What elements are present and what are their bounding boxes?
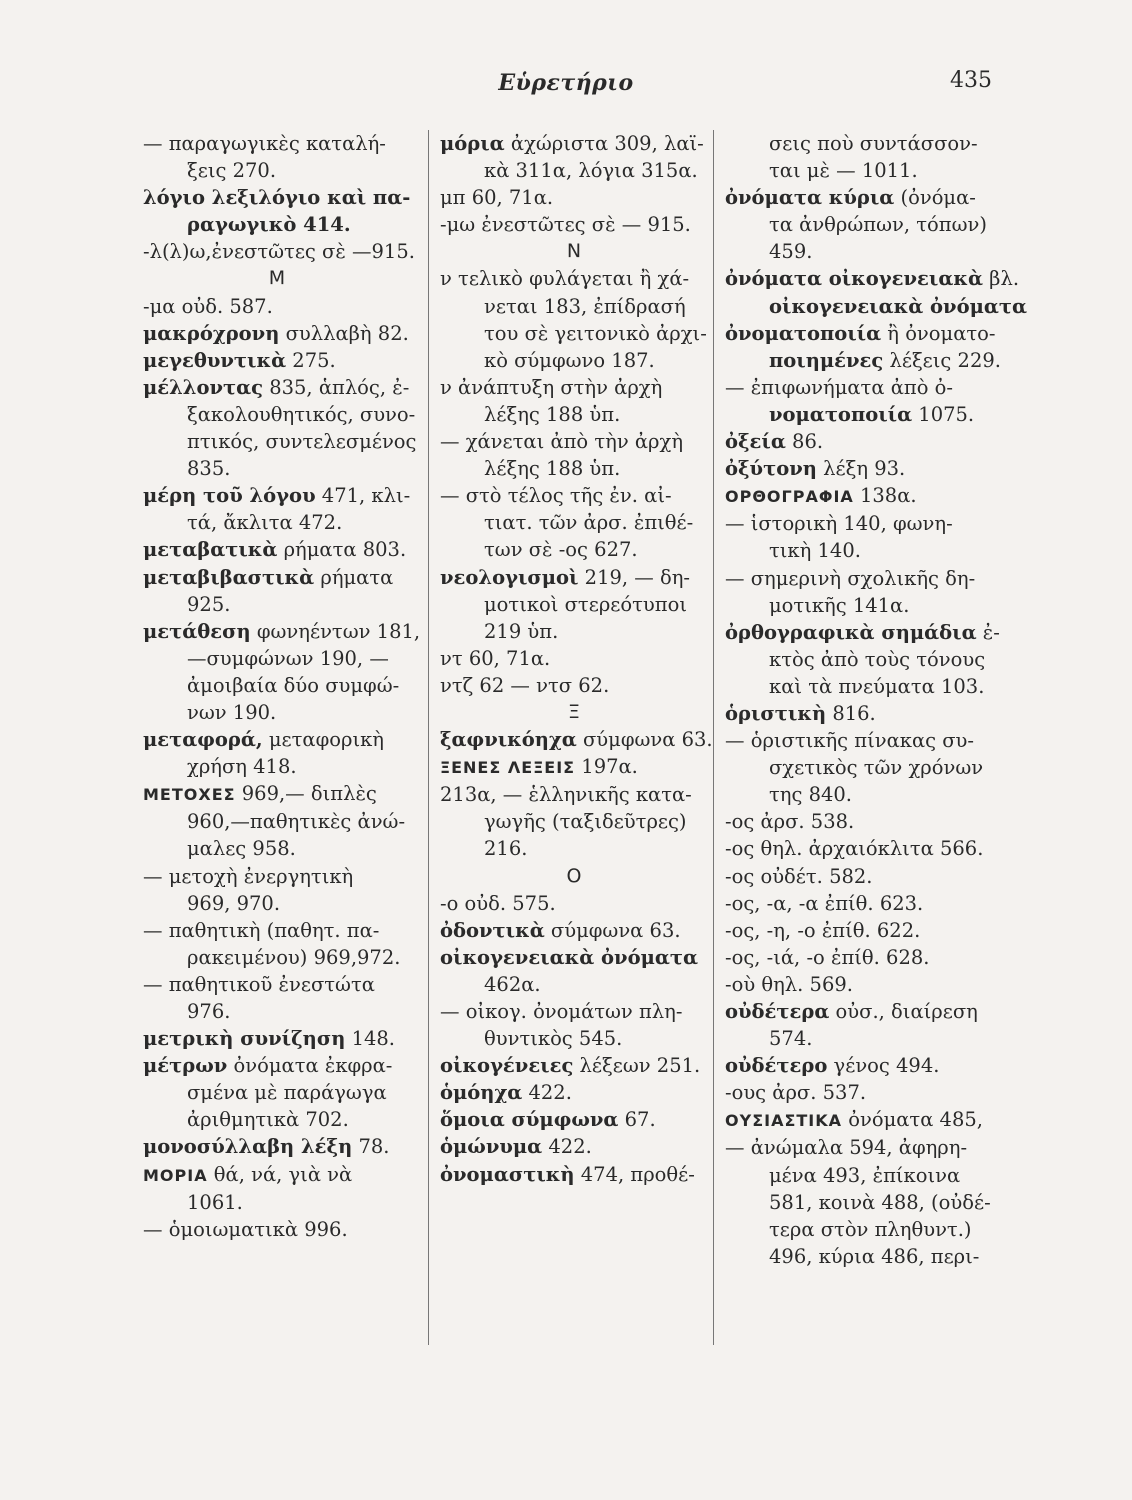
index-entry-line: — ὁμοιωματικὰ 996. — [143, 1217, 348, 1241]
index-entry-line: ν ἀνάπτυξη στὴν ἀρχὴ — [440, 375, 663, 399]
index-entry-line: — παθητικὴ (παθητ. πα- — [143, 918, 380, 942]
index-entry-line: ντ 60, 71α. — [440, 646, 551, 670]
index-entry-line: — ἐπιφωνήματα ἀπὸ ὀ- — [725, 375, 953, 399]
index-entry-line: ὀνοματοποιία ἢ ὀνοματο- — [725, 321, 996, 345]
index-entry-line: — ἀνώμαλα 594, ἀφηρη- — [725, 1136, 968, 1160]
index-entry-line: — παθητικοῦ ἐνεστώτα — [143, 972, 375, 996]
index-entry-line: μεγεθυντικὰ 275. — [143, 348, 336, 372]
section-letter: Μ — [268, 267, 286, 290]
index-entry-line: λόγιο λεξιλόγιο καὶ πα- — [143, 186, 411, 210]
section-letter: Ξ — [567, 700, 580, 723]
index-entry-line: ΟΥΣΙΑΣΤΙΚΑ ὀνόματα 485, — [725, 1108, 983, 1132]
index-entry-line: κτὸς ἀπὸ τοὺς τόνους — [769, 647, 986, 671]
index-entry-line: λέξης 188 ὑπ. — [484, 402, 621, 426]
index-entry-line: — ἱστορικὴ 140, φωνη- — [725, 512, 953, 536]
index-entry-line: 459. — [769, 240, 813, 264]
index-entry-line: 462α. — [484, 972, 541, 996]
index-entry-line: ρακειμένου) 969,972. — [187, 945, 401, 969]
index-entry-line: 1061. — [187, 1190, 243, 1214]
index-entry-line: 960,—παθητικὲς ἀνώ- — [187, 810, 406, 834]
index-entry-line: -οὺ θηλ. 569. — [725, 972, 853, 996]
index-entry-line: -ο οὐδ. 575. — [440, 891, 556, 915]
index-entry-line: μεταβιβαστικὰ ρήματα — [143, 565, 394, 589]
index-entry-line: λέξης 188 ὑπ. — [484, 457, 621, 481]
section-letter: Ο — [566, 864, 582, 887]
index-entry-line: καὶ τὰ πνεύματα 103. — [769, 674, 985, 698]
index-entry-line: κὸ σύμφωνο 187. — [484, 348, 655, 372]
index-entry-line: ὀρθογραφικὰ σημάδια ἐ- — [725, 620, 1000, 644]
index-entry-line: ΟΡΘΟΓΡΑΦΙΑ 138α. — [725, 484, 917, 508]
index-entry-line: θυντικὸς 545. — [484, 1027, 623, 1051]
index-entry-line: του σὲ γειτονικὸ ἀρχι- — [484, 321, 707, 345]
index-entry-line: πτικός, συντελεσμένος — [187, 430, 417, 454]
index-entry-line: — σημερινὴ σχολικῆς δη- — [725, 566, 976, 590]
index-entry-line: γωγῆς (ταξιδεῦτρες) — [484, 810, 687, 834]
index-entry-line: μένα 493, ἐπίκοινα — [769, 1163, 961, 1187]
index-entry-line: 213α, — ἑλληνικῆς κατα- — [440, 783, 692, 807]
index-entry-line: — ὁριστικῆς πίνακας συ- — [725, 729, 974, 753]
index-entry-line: -ους ἀρσ. 537. — [725, 1081, 867, 1105]
index-entry-line: ὀξύτονη λέξη 93. — [725, 457, 906, 481]
index-entry-line: ὀνόματα οἰκογενειακὰ βλ. — [725, 267, 1020, 291]
index-entry-line: -ος, -η, -ο ἐπίθ. 622. — [725, 918, 921, 942]
index-entry-line: -μα οὐδ. 587. — [143, 294, 273, 318]
index-entry-line: οἰκογενειακὰ ὀνόματα — [440, 945, 698, 969]
index-entry-line: μαλες 958. — [187, 837, 296, 861]
index-entry-line: τά, ἄκλιτα 472. — [187, 511, 343, 535]
index-entry-line: 969, 970. — [187, 891, 281, 915]
index-entry-line: τικὴ 140. — [769, 539, 861, 563]
index-entry-line: —συμφώνων 190, — — [187, 646, 389, 670]
index-entry-line: οἰκογενειακὰ ὀνόματα — [769, 294, 1027, 318]
page-title: Εὑρετήριο — [498, 70, 634, 96]
index-entry-line: 496, κύρια 486, περι- — [769, 1244, 980, 1268]
index-entry-line: μέτρων ὀνόματα ἐκφρα- — [143, 1054, 393, 1078]
index-entry-line: -ος, -α, -α ἐπίθ. 623. — [725, 891, 924, 915]
index-entry-line: — χάνεται ἀπὸ τὴν ἀρχὴ — [440, 430, 684, 454]
index-entry-line: -μω ἐνεστῶτες σὲ — 915. — [440, 213, 691, 237]
section-letter: Ν — [566, 240, 582, 263]
index-entry-line: — στὸ τέλος τῆς ἐν. αἰ- — [440, 484, 672, 508]
index-entry-line: — παραγωγικὲς καταλή- — [143, 132, 386, 155]
index-entry-line: οὐδέτερα οὐσ., διαίρεση — [725, 1000, 978, 1023]
column-rule-2 — [713, 130, 714, 1345]
index-column-3 — [725, 130, 1027, 1270]
index-entry-line: ται μὲ — 1011. — [769, 159, 918, 183]
index-entry-line: μεταβατικὰ ρήματα 803. — [143, 538, 407, 562]
index-entry-line: ὁμώνυμα 422. — [440, 1135, 592, 1159]
index-entry-line: μέρη τοῦ λόγου 471, κλι- — [143, 484, 411, 508]
index-entry-line: 976. — [187, 1000, 231, 1023]
index-column-2 — [440, 130, 713, 1188]
index-entry-line: ὁμόηχα 422. — [440, 1081, 572, 1105]
index-entry-line: μόρια ἀχώριστα 309, λαϊ- — [440, 132, 704, 155]
index-entry-line: οἰκογένειες λέξεων 251. — [440, 1054, 701, 1078]
index-entry-line: 574. — [769, 1027, 813, 1051]
index-entry-line: των σὲ -ος 627. — [484, 538, 638, 562]
index-entry-line: ν τελικὸ φυλάγεται ἢ χά- — [440, 267, 690, 291]
index-entry-line: ἀριθμητικὰ 702. — [187, 1108, 349, 1132]
index-entry-line: ΞΕΝΕΣ ΛΕΞΕΙΣ 197α. — [440, 755, 638, 779]
index-entry-line: νοματοποιία 1075. — [769, 402, 975, 426]
index-entry-line: ξεις 270. — [187, 159, 277, 183]
index-entry-line: ξακολουθητικός, συνο- — [187, 402, 416, 426]
index-entry-line: ποιημένες λέξεις 229. — [769, 348, 1001, 372]
index-entry-line: σμένα μὲ παράγωγα — [187, 1081, 387, 1105]
index-entry-line: ντζ 62 — ντσ 62. — [440, 673, 610, 697]
index-entry-line: μετάθεση φωνηέντων 181, — [143, 619, 421, 643]
index-entry-line: σχετικὸς τῶν χρόνων — [769, 756, 984, 780]
index-entry-line: — μετοχὴ ἐνεργητικὴ — [143, 864, 354, 888]
index-entry-line: νεολογισμοὶ 219, — δη- — [440, 565, 691, 589]
index-entry-line: της 840. — [769, 783, 853, 807]
index-entry-line: ὀνόματα κύρια (ὀνόμα- — [725, 186, 976, 210]
index-entry-line: μέλλοντας 835, ἁπλός, ἐ- — [143, 375, 410, 399]
index-entry-line: νεται 183, ἐπίδρασή — [484, 294, 686, 318]
index-entry-line: οὐδέτερο γένος 494. — [725, 1054, 940, 1078]
index-entry-line: σεις ποὺ συντάσσον- — [769, 132, 978, 155]
index-entry-line: ὅμοια σύμφωνα 67. — [440, 1108, 656, 1132]
index-entry-line: χρήση 418. — [187, 755, 297, 779]
index-entry-line: μοτικῆς 141α. — [769, 593, 910, 617]
index-entry-line: ΜΕΤΟΧΕΣ 969,— διπλὲς — [143, 782, 377, 806]
index-entry-line: 835. — [187, 457, 231, 481]
index-entry-line: 219 ὑπ. — [484, 619, 559, 643]
index-entry-line: μεταφορά, μεταφορικὴ — [143, 728, 384, 752]
index-entry-line: — οἰκογ. ὀνομάτων πλη- — [440, 1000, 683, 1023]
index-entry-line: -ος, -ιά, -ο ἐπίθ. 628. — [725, 945, 930, 969]
index-entry-line: νων 190. — [187, 700, 277, 724]
index-entry-line: τα ἀνθρώπων, τόπων) — [769, 213, 987, 237]
index-entry-line: μετρικὴ συνίζηση 148. — [143, 1027, 396, 1051]
index-entry-line: τερα στὸν πληθυντ.) — [769, 1217, 972, 1241]
index-entry-line: 216. — [484, 837, 528, 861]
index-entry-line: τιατ. τῶν ἀρσ. ἐπιθέ- — [484, 511, 694, 535]
index-column-1 — [143, 130, 421, 1243]
index-entry-line: -ος ἀρσ. 538. — [725, 810, 855, 834]
index-entry-line: μπ 60, 71α. — [440, 186, 554, 210]
index-entry-line: ὀξεία 86. — [725, 430, 824, 454]
page-number: 435 — [950, 68, 992, 93]
index-entry-line: 581, κοινὰ 488, (οὐδέ- — [769, 1190, 991, 1214]
index-entry-line: ὁριστικὴ 816. — [725, 701, 876, 725]
index-entry-line: μονοσύλλαβη λέξη 78. — [143, 1135, 390, 1159]
index-entry-line: -ος οὐδέτ. 582. — [725, 864, 873, 888]
index-entry-line: ἀμοιβαία δύο συμφώ- — [187, 673, 400, 697]
column-rule-1 — [428, 130, 429, 1345]
index-entry-line: μοτικοὶ στερεότυποι — [484, 592, 687, 616]
index-entry-line: ξαφνικόηχα σύμφωνα 63. — [440, 728, 713, 752]
index-entry-line: 925. — [187, 592, 231, 616]
index-entry-line: μακρόχρονη συλλαβὴ 82. — [143, 321, 409, 345]
index-entry-line: κὰ 311α, λόγια 315α. — [484, 159, 698, 183]
index-entry-line: -λ(λ)ω,ἐνεστῶτες σὲ —915. — [143, 240, 415, 264]
index-entry-line: ὀδοντικὰ σύμφωνα 63. — [440, 918, 681, 942]
index-entry-line: ΜΟΡΙΑ θά, νά, γιὰ νὰ — [143, 1162, 353, 1186]
index-entry-line: ραγωγικὸ 414. — [187, 213, 351, 237]
index-entry-line: -ος θηλ. ἀρχαιόκλιτα 566. — [725, 837, 984, 861]
index-entry-line: ὀνομαστικὴ 474, προθέ- — [440, 1162, 695, 1186]
